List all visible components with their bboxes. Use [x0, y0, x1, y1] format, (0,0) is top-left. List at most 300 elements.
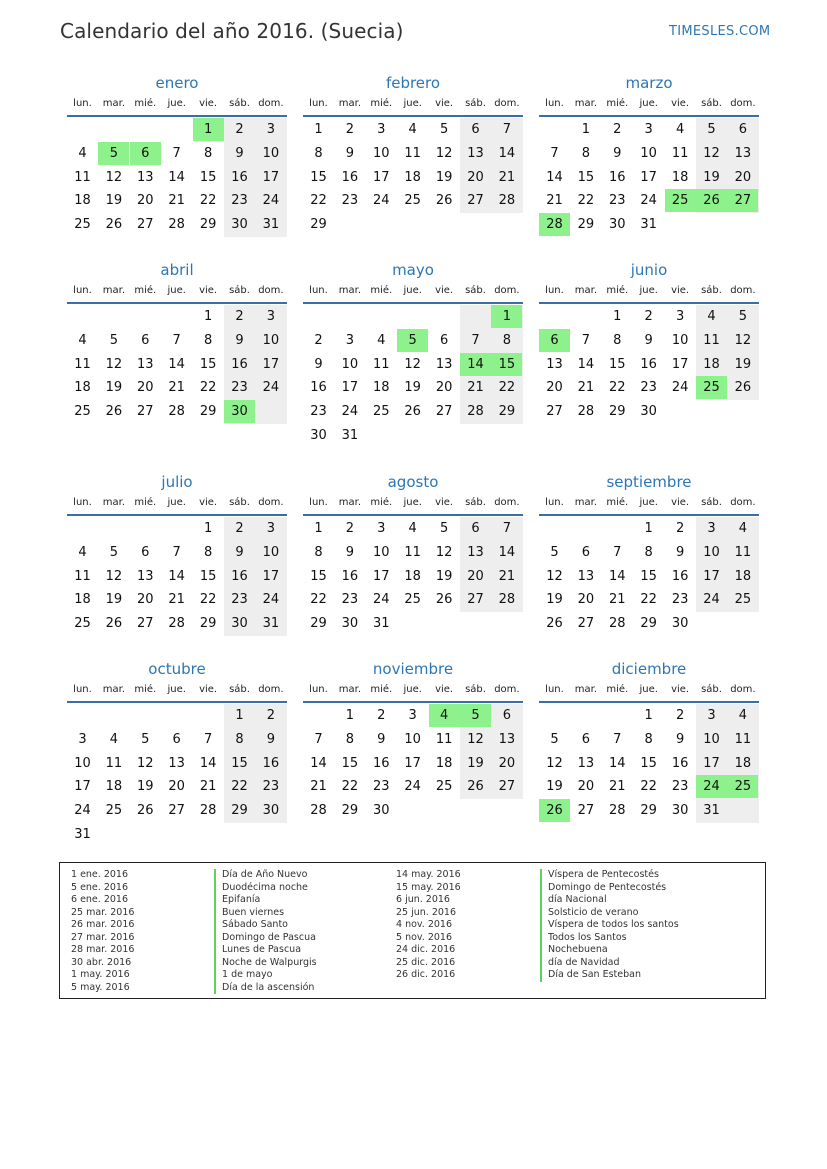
weekday-label: dom.	[494, 684, 520, 695]
day-cell: 25	[105, 803, 123, 819]
day-cell: 6	[738, 122, 748, 137]
weekday-label: mar.	[338, 98, 362, 109]
day-cell: 17	[373, 568, 390, 584]
header-rule	[539, 302, 759, 304]
day-cell: 3	[707, 521, 716, 536]
weekday-label: jue.	[639, 285, 658, 296]
holiday-list	[59, 862, 766, 999]
day-cell: 5	[550, 731, 559, 747]
day-cell: 12	[546, 568, 563, 584]
day-cell: 13	[577, 568, 595, 584]
weekday-header	[539, 684, 759, 698]
day-cell: 1	[644, 521, 653, 536]
day-cell: 1	[644, 708, 653, 723]
day-cell: 2	[266, 708, 276, 723]
weekday-label: dom.	[730, 285, 756, 296]
day-cell: 20	[137, 193, 154, 209]
holiday-name: Todos los Santos	[540, 932, 679, 945]
holiday-date: 24 dic. 2016	[396, 944, 456, 955]
weekday-header	[67, 684, 287, 698]
holiday-day-cell: 1	[491, 305, 522, 328]
day-cell: 2	[644, 309, 653, 324]
day-cell: 17	[640, 169, 657, 185]
day-cell: 23	[609, 193, 626, 209]
day-cell: 4	[408, 521, 417, 536]
weekday-label: mié.	[606, 98, 629, 109]
day-cell: 28	[199, 803, 217, 819]
day-cell: 24	[74, 803, 91, 819]
day-cell: 11	[734, 544, 752, 560]
day-cell: 22	[199, 193, 217, 209]
weekday-label: lun.	[545, 497, 564, 508]
day-cell: 21	[546, 193, 563, 209]
day-cell: 9	[345, 544, 355, 560]
day-cell: 7	[471, 332, 480, 348]
day-cell: 14	[498, 544, 516, 560]
holiday-day-cell: 26	[539, 799, 570, 822]
day-cell: 28	[498, 193, 516, 209]
day-cell: 1	[235, 708, 244, 723]
day-cell: 25	[404, 592, 421, 608]
day-cell: 4	[78, 145, 87, 161]
month-title: septiembre	[606, 473, 692, 491]
day-cell: 29	[640, 803, 657, 819]
weekday-label: lun.	[309, 684, 328, 695]
holiday-name: Día de Año Nuevo	[214, 869, 317, 882]
holiday-date: 6 ene. 2016	[71, 894, 128, 905]
day-cell: 10	[373, 544, 390, 560]
day-cell: 22	[498, 380, 516, 396]
day-cell: 25	[74, 217, 91, 233]
day-cell: 27	[467, 592, 484, 608]
day-cell: 8	[581, 145, 591, 161]
day-cell: 28	[168, 404, 185, 420]
holiday-names-column-1	[214, 869, 317, 994]
day-cell: 2	[345, 122, 355, 137]
day-cell: 24	[262, 193, 280, 209]
day-cell: 20	[467, 568, 484, 584]
weekday-label: sáb.	[229, 497, 250, 508]
day-cell: 3	[266, 122, 276, 137]
day-cell: 18	[671, 169, 689, 185]
day-cell: 10	[404, 731, 421, 747]
day-cell: 19	[105, 592, 123, 608]
day-cell: 14	[310, 755, 327, 771]
day-cell: 7	[581, 332, 591, 348]
day-cell: 9	[314, 356, 323, 372]
day-cell: 18	[74, 380, 91, 396]
day-cell: 23	[341, 193, 359, 209]
header-rule	[303, 115, 523, 117]
weekday-label: jue.	[639, 98, 658, 109]
day-cell: 4	[738, 708, 748, 723]
holiday-date: 25 mar. 2016	[71, 906, 135, 918]
weekday-label: sáb.	[701, 684, 722, 695]
day-cell: 9	[377, 731, 386, 747]
day-cell: 19	[105, 193, 123, 209]
weekday-label: sáb.	[465, 285, 486, 296]
day-cell: 15	[199, 169, 217, 185]
weekday-label: mar.	[102, 684, 126, 695]
day-cell: 7	[172, 332, 181, 348]
day-cell: 9	[613, 145, 622, 161]
weekday-label: vie.	[199, 497, 218, 508]
day-cell: 17	[74, 779, 91, 795]
day-cell: 13	[137, 169, 154, 185]
day-cell: 5	[550, 544, 559, 560]
day-cell: 12	[546, 755, 563, 771]
day-cell: 9	[235, 145, 244, 161]
holiday-name: Día de la ascensión	[214, 982, 317, 995]
weekday-label: dom.	[258, 684, 284, 695]
weekday-header	[303, 285, 523, 299]
day-cell: 21	[498, 169, 516, 185]
day-cell: 24	[640, 193, 657, 209]
holiday-day-cell: 25	[727, 775, 758, 798]
weekday-label: dom.	[730, 497, 756, 508]
day-cell: 21	[310, 779, 327, 795]
day-cell: 13	[137, 568, 154, 584]
weekday-label: mar.	[102, 98, 126, 109]
weekday-label: vie.	[671, 285, 690, 296]
day-cell: 9	[235, 332, 244, 348]
day-cell: 27	[435, 404, 453, 420]
weekday-label: vie.	[435, 98, 454, 109]
day-cell: 19	[105, 380, 123, 396]
holiday-day-cell: 25	[665, 189, 696, 212]
day-cell: 22	[577, 193, 595, 209]
day-cell: 4	[377, 332, 386, 348]
weekday-label: mar.	[574, 497, 598, 508]
holiday-name: Víspera de Pentecostés	[540, 869, 679, 882]
day-cell: 16	[341, 169, 359, 185]
weekday-label: mar.	[102, 285, 126, 296]
weekday-label: mié.	[606, 285, 629, 296]
day-cell: 1	[314, 122, 323, 137]
day-cell: 2	[235, 122, 244, 137]
holiday-day-cell: 28	[539, 213, 570, 236]
month-title: noviembre	[372, 660, 454, 678]
day-cell: 8	[203, 544, 213, 560]
day-cell: 26	[546, 616, 563, 632]
day-cell: 29	[310, 616, 327, 632]
day-cell: 23	[231, 193, 248, 209]
day-cell: 15	[199, 356, 217, 372]
weekday-label: sáb.	[229, 98, 250, 109]
day-cell: 4	[109, 731, 119, 747]
day-cell: 17	[262, 568, 280, 584]
day-cell: 19	[546, 779, 563, 795]
day-cell: 28	[168, 616, 185, 632]
holiday-name: Epifanía	[214, 894, 317, 907]
day-cell: 3	[408, 708, 417, 723]
day-cell: 20	[137, 592, 154, 608]
holiday-date: 6 jun. 2016	[396, 894, 450, 905]
day-cell: 26	[467, 779, 484, 795]
day-cell: 20	[168, 779, 185, 795]
day-cell: 29	[341, 803, 359, 819]
day-cell: 6	[141, 544, 150, 560]
day-cell: 22	[310, 592, 327, 608]
day-cell: 4	[78, 332, 87, 348]
holiday-date: 26 mar. 2016	[71, 919, 135, 930]
day-cell: 22	[341, 779, 359, 795]
month-title: octubre	[148, 660, 206, 678]
weekday-label: vie.	[199, 684, 218, 695]
day-cell: 13	[137, 356, 154, 372]
day-cell: 29	[310, 217, 327, 233]
day-cell: 12	[105, 356, 123, 372]
day-cell: 23	[373, 779, 390, 795]
weekday-label: sáb.	[465, 98, 486, 109]
weekday-label: mié.	[370, 684, 393, 695]
day-cell: 19	[467, 755, 484, 771]
day-cell: 24	[341, 404, 359, 420]
day-cell: 14	[168, 356, 185, 372]
day-cell: 28	[467, 404, 484, 420]
day-cell: 13	[498, 731, 516, 747]
holiday-day-cell: 30	[224, 400, 255, 423]
weekday-label: lun.	[545, 285, 564, 296]
header-rule	[67, 701, 287, 703]
day-cell: 1	[581, 122, 591, 137]
day-cell: 12	[467, 731, 484, 747]
day-cell: 12	[105, 169, 123, 185]
day-cell: 14	[498, 145, 516, 161]
day-cell: 30	[373, 803, 390, 819]
holiday-day-cell: 6	[539, 329, 570, 352]
day-cell: 21	[199, 779, 217, 795]
day-cell: 7	[613, 731, 622, 747]
day-cell: 8	[314, 145, 323, 161]
month-title: agosto	[387, 473, 439, 491]
day-cell: 7	[172, 145, 181, 161]
day-cell: 31	[262, 217, 280, 233]
day-cell: 11	[105, 755, 123, 771]
weekday-label: lun.	[73, 684, 92, 695]
weekday-label: mié.	[370, 98, 393, 109]
holiday-day-cell: 24	[696, 775, 727, 798]
day-cell: 2	[613, 122, 622, 137]
day-cell: 3	[644, 122, 653, 137]
day-cell: 8	[644, 731, 653, 747]
weekday-label: mar.	[574, 684, 598, 695]
weekday-label: jue.	[639, 497, 658, 508]
holiday-name: Duodécima noche	[214, 882, 317, 895]
day-cell: 16	[373, 755, 390, 771]
holiday-day-cell: 1	[193, 118, 224, 141]
day-cell: 30	[231, 217, 248, 233]
weekday-label: jue.	[167, 285, 186, 296]
day-cell: 18	[703, 356, 720, 372]
day-cell: 23	[231, 592, 248, 608]
day-cell: 12	[703, 145, 720, 161]
day-cell: 26	[435, 592, 453, 608]
day-cell: 10	[262, 544, 280, 560]
holiday-day-cell: 25	[696, 376, 727, 399]
day-cell: 1	[203, 309, 213, 324]
day-cell: 21	[609, 779, 626, 795]
month-title: junio	[630, 261, 668, 279]
day-cell: 23	[671, 592, 689, 608]
month-title: abril	[160, 261, 194, 279]
day-cell: 10	[373, 145, 390, 161]
weekday-label: lun.	[73, 98, 92, 109]
day-cell: 27	[137, 404, 154, 420]
holiday-dates-column-1	[71, 869, 134, 994]
day-cell: 17	[703, 755, 720, 771]
day-cell: 23	[310, 404, 327, 420]
day-cell: 13	[467, 544, 484, 560]
holiday-date: 5 ene. 2016	[71, 881, 128, 893]
day-cell: 26	[435, 193, 453, 209]
day-cell: 26	[105, 404, 123, 420]
day-cell: 31	[373, 616, 390, 632]
weekday-label: jue.	[403, 497, 422, 508]
day-cell: 23	[341, 592, 359, 608]
day-cell: 14	[609, 755, 626, 771]
weekday-label: vie.	[435, 684, 454, 695]
holiday-day-cell: 15	[491, 353, 522, 376]
day-cell: 27	[577, 803, 595, 819]
day-cell: 29	[498, 404, 516, 420]
weekday-label: sáb.	[229, 285, 250, 296]
day-cell: 2	[235, 309, 244, 324]
day-cell: 19	[734, 356, 752, 372]
header-rule	[67, 302, 287, 304]
day-cell: 15	[310, 169, 327, 185]
holiday-date: 15 may. 2016	[396, 881, 461, 893]
day-cell: 18	[404, 169, 421, 185]
weekday-label: jue.	[639, 684, 658, 695]
day-cell: 22	[199, 592, 217, 608]
day-cell: 12	[734, 332, 752, 348]
day-cell: 14	[577, 356, 595, 372]
day-cell: 23	[671, 779, 689, 795]
day-cell: 22	[640, 779, 657, 795]
day-cell: 14	[168, 568, 185, 584]
month-title: julio	[161, 473, 193, 491]
day-cell: 16	[671, 755, 689, 771]
day-cell: 24	[373, 193, 390, 209]
day-cell: 24	[671, 380, 689, 396]
day-cell: 2	[675, 521, 685, 536]
day-cell: 11	[703, 332, 720, 348]
day-cell: 26	[734, 380, 752, 396]
weekday-label: vie.	[671, 684, 690, 695]
day-cell: 10	[262, 145, 280, 161]
day-cell: 8	[203, 145, 213, 161]
weekday-label: sáb.	[701, 497, 722, 508]
day-cell: 14	[546, 169, 563, 185]
weekday-label: mié.	[134, 285, 157, 296]
day-cell: 17	[703, 568, 720, 584]
day-cell: 9	[345, 145, 355, 161]
day-cell: 25	[435, 779, 453, 795]
day-cell: 13	[546, 356, 563, 372]
day-cell: 2	[235, 521, 244, 536]
day-cell: 16	[231, 356, 248, 372]
day-cell: 4	[78, 544, 87, 560]
day-cell: 9	[235, 544, 244, 560]
weekday-label: vie.	[199, 285, 218, 296]
day-cell: 20	[498, 755, 516, 771]
day-cell: 18	[734, 755, 752, 771]
weekday-label: mié.	[134, 497, 157, 508]
day-cell: 8	[314, 544, 323, 560]
day-cell: 12	[137, 755, 154, 771]
day-cell: 28	[498, 592, 516, 608]
day-cell: 5	[439, 122, 449, 137]
holiday-name: día de Navidad	[540, 957, 679, 970]
day-cell: 19	[137, 779, 154, 795]
day-cell: 30	[341, 616, 359, 632]
day-cell: 31	[703, 803, 720, 819]
day-cell: 23	[231, 380, 248, 396]
day-cell: 30	[609, 217, 626, 233]
day-cell: 13	[467, 145, 484, 161]
day-cell: 26	[105, 616, 123, 632]
day-cell: 15	[310, 568, 327, 584]
day-cell: 11	[74, 356, 91, 372]
weekday-label: mié.	[370, 497, 393, 508]
day-cell: 26	[105, 217, 123, 233]
day-cell: 5	[707, 122, 716, 137]
day-cell: 27	[168, 803, 185, 819]
day-cell: 29	[199, 217, 217, 233]
header-rule	[303, 514, 523, 516]
day-cell: 19	[546, 592, 563, 608]
day-cell: 7	[172, 544, 181, 560]
day-cell: 7	[203, 731, 213, 747]
day-cell: 9	[675, 544, 685, 560]
brand-logo-text[interactable]: TIMESLES.COM	[669, 24, 771, 39]
holiday-date: 26 dic. 2016	[396, 969, 456, 980]
holiday-day-cell: 26	[696, 189, 727, 212]
weekday-label: lun.	[545, 684, 564, 695]
day-cell: 17	[373, 169, 390, 185]
day-cell: 3	[707, 708, 716, 723]
header-rule	[67, 514, 287, 516]
day-cell: 20	[577, 779, 595, 795]
weekday-label: sáb.	[465, 497, 486, 508]
day-cell: 15	[341, 755, 359, 771]
day-cell: 11	[373, 356, 390, 372]
day-cell: 11	[435, 731, 453, 747]
page-title: Calendario del año 2016. (Suecia)	[60, 19, 404, 43]
day-cell: 10	[341, 356, 359, 372]
day-cell: 17	[341, 380, 359, 396]
holiday-day-cell: 14	[460, 353, 491, 376]
holiday-dates-column-2	[396, 869, 461, 982]
day-cell: 25	[74, 616, 91, 632]
day-cell: 20	[734, 169, 752, 185]
day-cell: 21	[609, 592, 626, 608]
day-cell: 5	[439, 521, 449, 536]
weekday-label: mar.	[102, 497, 126, 508]
day-cell: 6	[172, 731, 181, 747]
holiday-name: Lunes de Pascua	[214, 944, 317, 957]
holiday-date: 25 dic. 2016	[396, 956, 456, 968]
day-cell: 29	[231, 803, 248, 819]
day-cell: 27	[467, 193, 484, 209]
weekday-header	[67, 497, 287, 511]
header-rule	[539, 115, 759, 117]
holiday-day-cell: 4	[429, 704, 460, 727]
weekday-header	[67, 98, 287, 112]
day-cell: 22	[231, 779, 248, 795]
day-cell: 10	[74, 755, 91, 771]
